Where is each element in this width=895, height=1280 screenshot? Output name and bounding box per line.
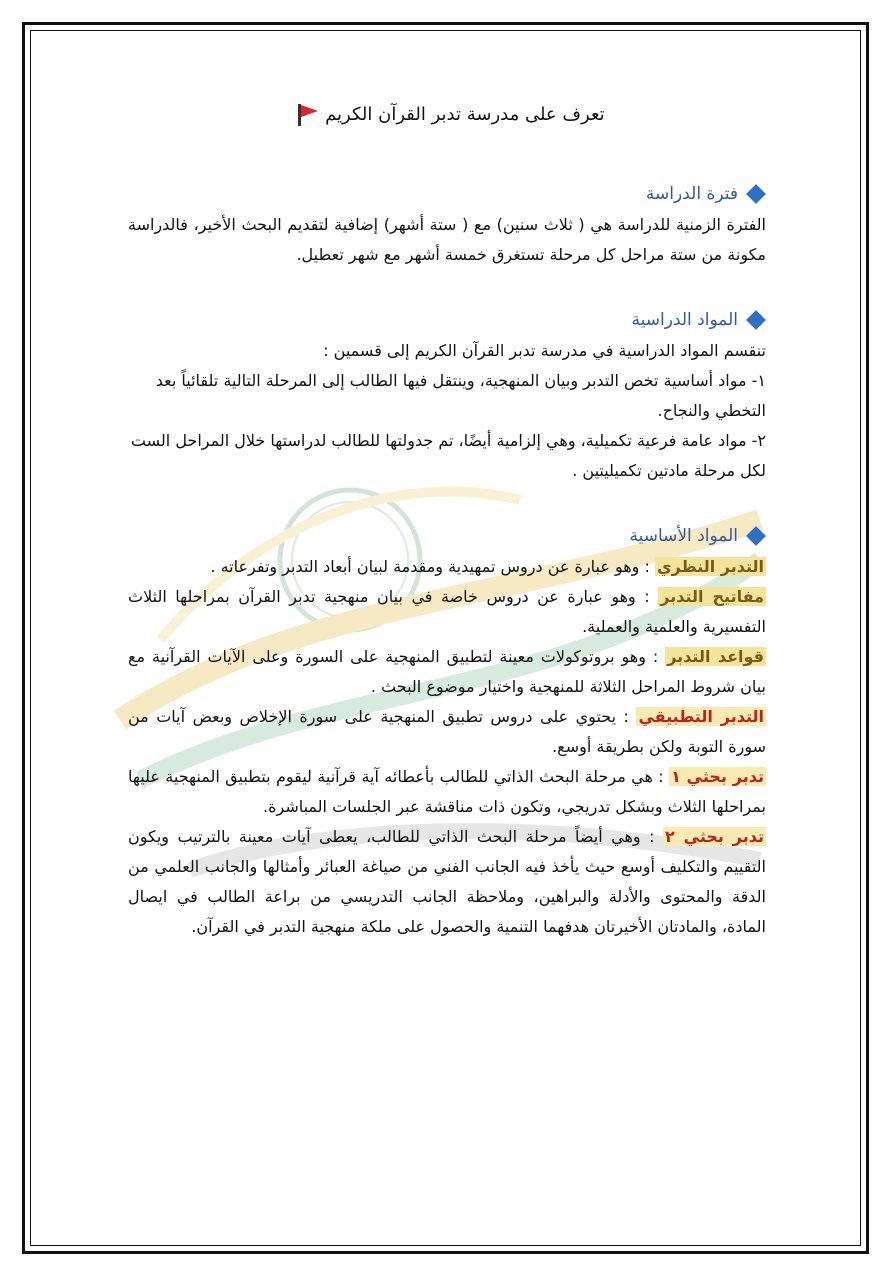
core-entry-keys: مفاتيح التدبر : وهو عبارة عن دروس خاصة في بيان منهجية تدبر القرآن بمراحلها الثلاث التفسيرية والعلمية والعملية. xyxy=(128,587,766,636)
heading-text: المواد الدراسية xyxy=(631,310,738,330)
heading-text: فترة الدراسة xyxy=(645,184,738,204)
heading-text: المواد الأساسية xyxy=(629,526,738,546)
term-description: يحتوي على دروس تطبيق المنهجية على سورة الإخلاص وبعض آيات من سورة التوبة ولكن بطريقة أوسع. xyxy=(128,707,766,756)
diamond-bullet-icon xyxy=(746,526,766,546)
core-entry-theoretical: التدبر النظري : وهو عبارة عن دروس تمهيدية ومقدمة لبيان أبعاد التدبر وتفرعاته . xyxy=(210,557,764,576)
page-title xyxy=(128,100,766,130)
section-core-subjects xyxy=(128,522,766,942)
page-title-text: تعرف على مدرسة تدبر القرآن الكريم xyxy=(325,104,605,125)
core-entry-applied: التدبر التطبيقي : يحتوي على دروس تطبيق المنهجية على سورة الإخلاص وبعض آيات من سورة التوبة ولكن بطريقة أوسع. xyxy=(128,707,766,756)
core-entry-research-1: تدبر بحثي ١ : هي مرحلة البحث الذاتي للطالب بأعطائه آية قرآنية ليقوم بتطبيق المنهجية عليها بمراحلها الثلاث وبشكل تدريجي، وتكون ذات مناقشة عبر الجلسات المباشرة. xyxy=(128,767,766,816)
subjects-intro: تنقسم المواد الدراسية في مدرسة تدبر القرآن الكريم إلى قسمين : xyxy=(323,341,766,360)
term-label: التدبر التطبيقي xyxy=(638,707,765,726)
flag-icon xyxy=(297,103,319,127)
section-study-period xyxy=(128,180,766,270)
section-heading xyxy=(128,306,766,334)
term-label: قواعد التدبر xyxy=(667,647,765,666)
subjects-item-1: ١- مواد أساسية تخص التدبر وبيان المنهجية، وينتقل فيها الطالب إلى المرحلة التالية تلقائياً بعد التخطي والنجاح. xyxy=(155,371,766,420)
subjects-item-2: ٢- مواد عامة فرعية تكميلية، وهي إلزامية أيضًا، تم جدولتها للطالب لدراستها خلال المراحل الست لكل مرحلة مادتين تكميليتين . xyxy=(130,431,766,480)
term-description: وهو بروتوكولات معينة لتطبيق المنهجية على السورة وعلى الآيات القرآنية مع بيان شروط المراحل الثلاثة للمنهجية واختيار موضوع البحث . xyxy=(128,647,766,696)
term-label: تدبر بحثي ١ xyxy=(671,767,765,786)
term-label: مفاتيح التدبر xyxy=(660,587,765,606)
term-description: هي مرحلة البحث الذاتي للطالب بأعطائه آية قرآنية ليقوم بتطبيق المنهجية عليها بمراحلها الثلاث وبشكل تدريجي، وتكون ذات مناقشة عبر الجلسات المباشرة. xyxy=(128,767,766,816)
term-label: التدبر النظري xyxy=(656,557,764,576)
term-description: وهي أيضاً مرحلة البحث الذاتي للطالب، يعطى آيات معينة بالترتيب ويكون التقييم والتكليف أوسع حيث يأخذ فيه الجانب الفني من صياغة العبائر وأمثالها والجانب العلمي من الدقة والمحتوى والأدلة والبراهين، وملاحظة الجانب التدريسي من براعة الطالب في ايصال المادة، والمادتان الأخيرتان هدفهما التنمية والحصول على ملكة منهجية التدبر في القرآن. xyxy=(128,827,766,936)
term-label: تدبر بحثي ٢ xyxy=(664,827,765,846)
core-entry-rules: قواعد التدبر : وهو بروتوكولات معينة لتطبيق المنهجية على السورة وعلى الآيات القرآنية مع بيان شروط المراحل الثلاثة للمنهجية واختيار موضوع البحث . xyxy=(128,647,766,696)
section-heading xyxy=(128,522,766,550)
section-heading xyxy=(128,180,766,208)
study-period-text: الفترة الزمنية للدراسة هي ( ثلاث سنين) مع ( ستة أشهر) إضافية لتقديم البحث الأخير، فالدراسة مكونة من ستة مراحل كل مرحلة تستغرق خمسة أشهر مع شهر تعطيل. xyxy=(128,215,766,264)
core-entry-research-2: تدبر بحثي ٢ : وهي أيضاً مرحلة البحث الذاتي للطالب، يعطى آيات معينة بالترتيب ويكون التقييم والتكليف أوسع حيث يأخذ فيه الجانب الفني من صياغة العبائر وأمثالها والجانب العلمي من الدقة والمحتوى والأدلة والبراهين، وملاحظة الجانب التدريسي من براعة الطالب في ايصال المادة، والمادتان الأخيرتان هدفهما التنمية والحصول على ملكة منهجية التدبر في القرآن. xyxy=(128,827,766,936)
document-body xyxy=(128,100,766,978)
diamond-bullet-icon xyxy=(746,310,766,330)
term-description: وهو عبارة عن دروس خاصة في بيان منهجية تدبر القرآن بمراحلها الثلاث التفسيرية والعلمية والعملية. xyxy=(128,587,766,636)
diamond-bullet-icon xyxy=(746,184,766,204)
section-study-subjects xyxy=(128,306,766,486)
term-description: وهو عبارة عن دروس تمهيدية ومقدمة لبيان أبعاد التدبر وتفرعاته . xyxy=(210,557,640,576)
